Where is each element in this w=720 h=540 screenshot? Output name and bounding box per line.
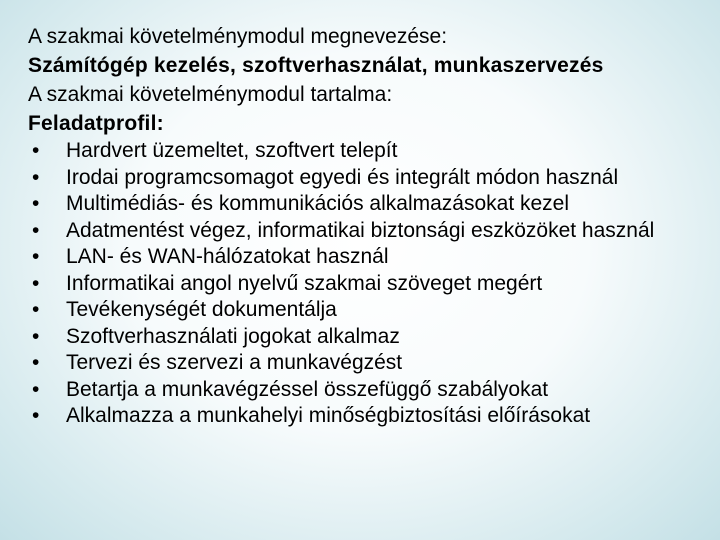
bullet-icon: • [32,192,40,215]
module-name: Számítógép kezelés, szoftverhasználat, munkaszervezés [28,54,604,77]
list-item-text: LAN- és WAN-hálózatokat használ [66,245,389,268]
list-item-text: Tevékenységét dokumentálja [66,298,337,321]
list-item-text: Tervezi és szervezi a munkavégzést [66,351,403,374]
bullet-icon: • [32,298,40,321]
list-item-text: Hardvert üzemeltet, szoftvert telepít [66,139,398,162]
bullet-icon: • [32,377,40,401]
list-item [28,244,676,271]
bullet-icon: • [32,404,40,427]
list-item [28,297,676,324]
slide-content [28,22,718,430]
profile-label: Feladatprofil: [28,112,164,135]
list-item-text: Informatikai angol nyelvű szakmai szöveget megért [66,271,543,295]
list-item [28,138,676,165]
task-list [28,138,718,430]
module-content-label: A szakmai követelménymodul tartalma: [28,83,393,106]
bullet-icon: • [32,165,40,189]
list-item-text: Szoftverhasználati jogokat alkalmaz [66,324,400,348]
bullet-icon: • [32,351,40,374]
list-item [28,218,676,245]
list-item-text: Irodai programcsomagot egyedi és integrált módon használ [66,165,619,189]
list-item [28,403,676,430]
list-item-text: Multimédiás- és kommunikációs alkalmazásokat kezel [66,192,570,215]
bullet-icon: • [32,139,40,162]
bullet-icon: • [32,218,40,242]
list-item [28,324,676,351]
list-item-text: Adatmentést végez, informatikai biztonsági eszközöket használ [66,218,655,242]
module-name-label: A szakmai követelménymodul megnevezése: [28,25,448,48]
list-item-text: Betartja a munkavégzéssel összefüggő szabályokat [66,377,549,401]
bullet-icon: • [32,245,40,268]
list-item [28,165,676,192]
list-item [28,377,676,404]
list-item [28,191,676,218]
list-item [28,271,676,298]
list-item [28,350,676,377]
bullet-icon: • [32,271,40,295]
bullet-icon: • [32,324,40,348]
list-item-text: Alkalmazza a munkahelyi minőségbiztosítási előírásokat [66,404,591,427]
